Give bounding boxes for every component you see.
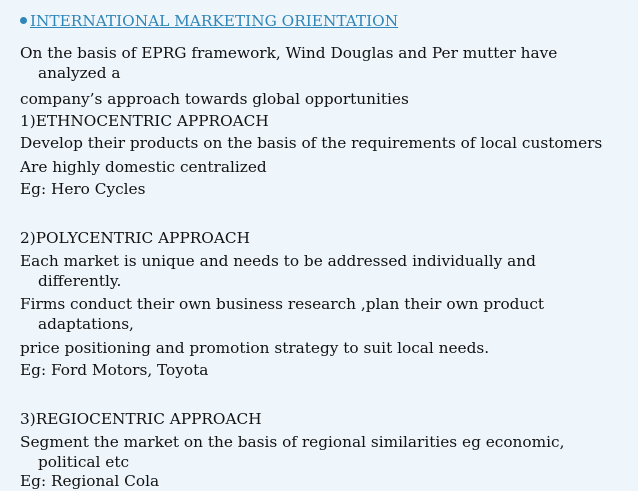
body-line: Eg: Ford Motors, Toyota <box>20 361 209 379</box>
body-line: analyzed a <box>38 64 121 82</box>
slide-title <box>20 11 398 31</box>
body-line: Firms conduct their own business research ,plan their own product <box>20 295 545 313</box>
body-line: differently. <box>38 272 122 290</box>
body-line: Each market is unique and needs to be addressed individually and <box>20 252 536 270</box>
body-line: price positioning and promotion strategy to suit local needs. <box>20 339 490 357</box>
section-heading: 2)POLYCENTRIC APPROACH <box>20 229 250 247</box>
bullet-icon <box>20 17 27 24</box>
slide-title-text: INTERNATIONAL MARKETING ORIENTATION <box>30 12 399 30</box>
body-line: Are highly domestic centralized <box>20 158 267 176</box>
body-line: On the basis of EPRG framework, Wind Douglas and Per mutter have <box>20 44 558 62</box>
body-line: Develop their products on the basis of the requirements of local customers <box>20 134 603 152</box>
body-line: company’s approach towards global opportunities <box>20 90 409 108</box>
body-line: political etc <box>38 453 130 471</box>
body-line: Segment the market on the basis of regional similarities eg economic, <box>20 433 565 451</box>
section-heading: 1)ETHNOCENTRIC APPROACH <box>20 112 269 130</box>
body-line: adaptations, <box>38 315 134 333</box>
body-line: Eg: Regional Cola <box>20 472 160 490</box>
body-line: Eg: Hero Cycles <box>20 180 146 198</box>
section-heading: 3)REGIOCENTRIC APPROACH <box>20 410 262 428</box>
